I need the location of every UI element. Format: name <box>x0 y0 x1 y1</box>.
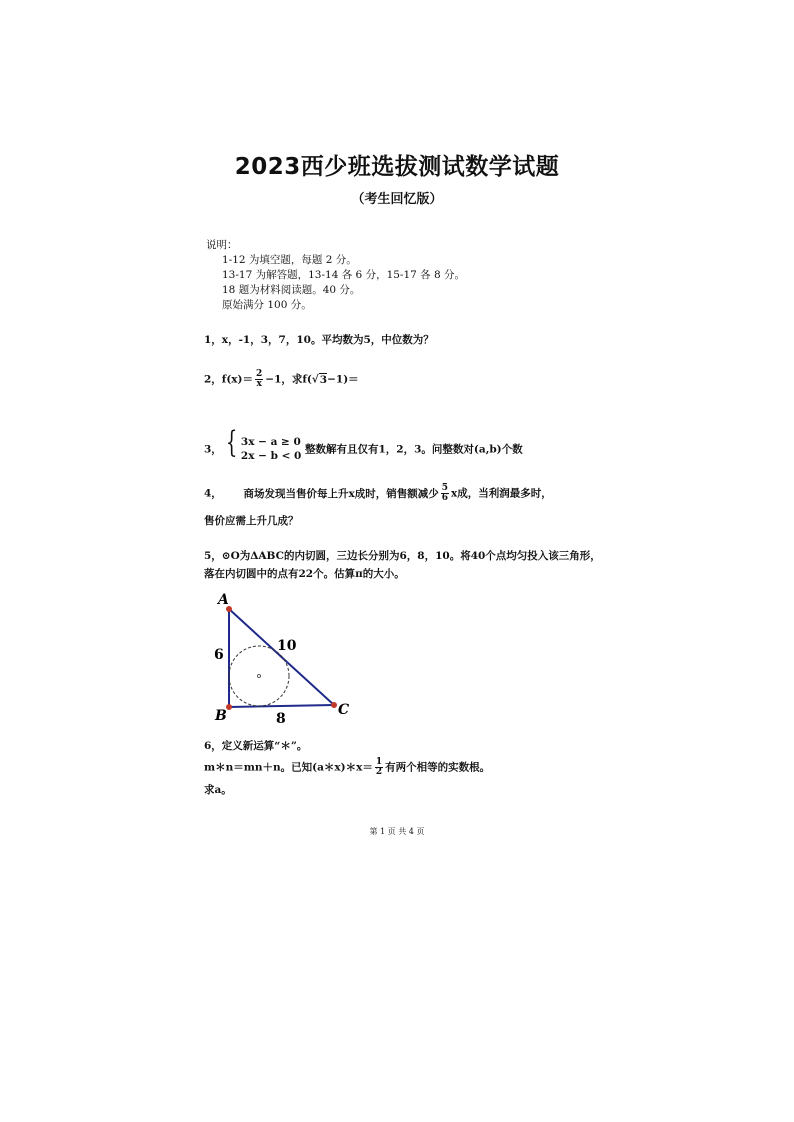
q2-sqrt-arg: 3 <box>319 373 328 386</box>
question-6-line1: 6，定义新运算“＊”。 <box>204 740 308 752</box>
q3-system: 3x − a ≥ 0 2x − b < 0 <box>240 436 302 462</box>
question-4: 4， 商场发现当售价每上升x成时，销售额减少 $\frac{5}{6}$ x成，当利润最多时， <box>204 483 552 503</box>
question-2: 2，f(x)＝ $\frac{2}{x}$ −1，求f(√3−1)＝ <box>204 369 359 389</box>
center-o-point <box>258 675 261 678</box>
q2-suffix: −1)＝ <box>327 373 359 386</box>
q2-mid: −1，求f( <box>265 373 312 386</box>
q2-fraction: $\frac{2}{x}$ <box>256 369 263 389</box>
vertex-c-point <box>331 702 337 708</box>
label-a: A <box>218 592 229 608</box>
question-6-line2: m＊n＝mn＋n。已知(a＊x)＊x＝ $\frac{1}{2}$ 有两个相等的实数根。 <box>204 757 491 777</box>
instruction-line: 原始满分 100 分。 <box>222 299 312 311</box>
q4-text-b: x成，当利润最多时， <box>451 487 552 500</box>
instruction-line: 18 题为材料阅读题。40 分。 <box>222 284 361 296</box>
label-b: B <box>215 708 227 724</box>
instructions-heading: 说明： <box>206 239 238 251</box>
side-bc-line <box>229 705 334 707</box>
label-side-ab: 6 <box>214 647 224 663</box>
label-side-ac: 10 <box>277 638 297 654</box>
page-subtitle: （考生回忆版） <box>351 192 443 207</box>
page-footer: 第 1 页 共 4 页 <box>369 827 425 836</box>
question-5-line2: 落在内切圆中的点有22个。估算π的大小。 <box>204 568 405 580</box>
page-title: 2023西少班选拔测试数学试题 <box>234 154 560 180</box>
question-6-line3: 求a。 <box>204 784 232 796</box>
q4-text-a: 商场发现当售价每上升x成时，销售额减少 <box>243 487 439 500</box>
triangle-figure <box>200 585 370 730</box>
instruction-line: 1-12 为填空题，每题 2 分。 <box>222 254 357 266</box>
brace-icon: { <box>225 425 238 460</box>
instruction-line: 13-17 为解答题，13-14 各 6 分，15-17 各 8 分。 <box>222 269 466 281</box>
question-1: 1，x，-1，3，7，10。平均数为5，中位数为？ <box>204 334 434 346</box>
q2-prefix: 2，f(x)＝ <box>204 373 254 386</box>
vertex-b-point <box>226 704 232 710</box>
question-3 <box>204 425 523 463</box>
q3-text: 整数解有且仅有1，2，3。问整数对(a,b)个数 <box>305 443 523 456</box>
side-ac-line <box>229 609 334 705</box>
question-5-line1: 5，⊙O为ΔABC的内切圆，三边长分别为6，8，10。将40个点均匀投入该三角形， <box>204 550 601 562</box>
label-c: C <box>338 702 350 718</box>
q4-fraction: $\frac{5}{6}$ <box>441 483 448 503</box>
q3-number: 3， <box>204 443 222 456</box>
label-side-bc: 8 <box>276 711 286 727</box>
question-4-line2: 售价应需上升几成？ <box>204 515 299 527</box>
q6-fraction: $\frac{1}{2}$ <box>375 757 383 777</box>
